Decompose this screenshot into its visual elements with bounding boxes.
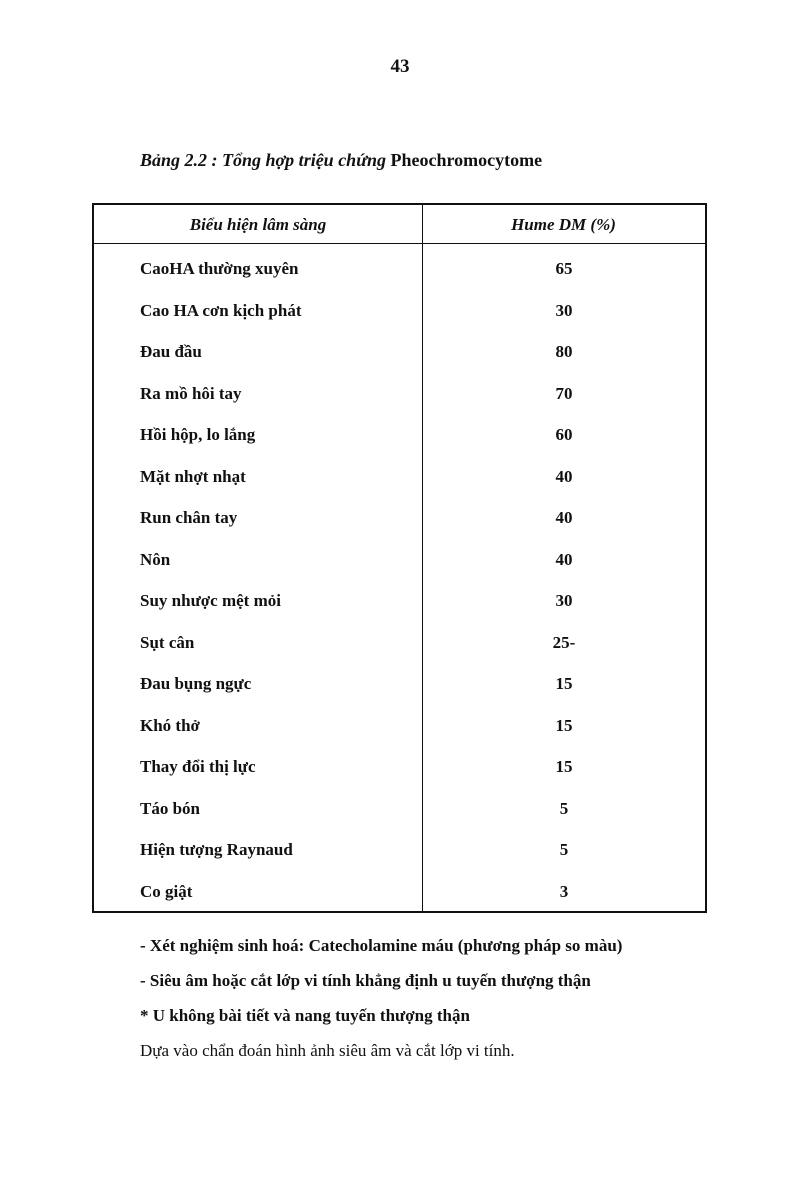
value-cell: 40 [555,508,573,527]
symptom-cell: Ra mồ hôi tay [140,383,242,403]
caption-subject: Pheochromocytome [386,150,543,170]
value-cell: 25- [552,632,576,652]
symptom-cell: Đau bụng ngực [140,674,252,693]
table-row [94,830,705,872]
table-row [94,415,705,457]
symptom-cell: Thay đổi thị lực [140,757,256,776]
value-cell: 40 [555,466,573,486]
value-cell: 40 [555,549,573,569]
symptom-cell: Táo bón [140,798,200,818]
value-cell: 70 [555,383,573,403]
table-row [94,623,705,665]
symptom-cell: Co giật [140,881,193,901]
note-heading: * U không bài tiết và nang tuyến thượng thận [140,1006,470,1025]
note-line: - Siêu âm hoặc cắt lớp vi tính khẳng định u tuyến thượng thận [140,971,591,990]
table-header [94,205,705,244]
symptom-cell: Run chân tay [140,508,238,527]
table-caption [140,150,720,171]
symptom-cell: Nôn [140,549,171,569]
table-row [94,789,705,831]
notes-section [140,928,740,1068]
value-cell: 65 [555,259,573,278]
symptom-cell: Hiện tượng Raynaud [140,840,293,859]
value-cell: 15 [555,674,573,693]
symptom-cell: Hồi hộp, lo lắng [140,425,256,444]
table-row [94,872,705,914]
symptom-table [92,203,707,913]
table-row [94,664,705,706]
page-number: 43 [390,56,410,77]
note-line: Dựa vào chẩn đoán hình ảnh siêu âm và cắt lớp vi tính. [140,1041,515,1060]
table-row [94,374,705,416]
symptom-cell: Đau đầu [140,342,202,361]
value-cell: 80 [555,342,573,361]
note-line: - Xét nghiệm sinh hoá: Catecholamine máu (phương pháp so màu) [140,936,623,955]
value-cell: 15 [555,757,573,776]
symptom-cell: Khó thở [140,715,200,735]
table-row [94,540,705,582]
table-row [94,498,705,540]
symptom-cell: Suy nhược mệt mỏi [140,591,281,610]
value-cell: 5 [559,840,569,859]
value-cell: 60 [555,425,573,444]
symptom-cell: CaoHA thường xuyên [140,259,299,278]
table-row [94,706,705,748]
header-value: Hume DM (%) [511,215,616,234]
value-cell: 30 [555,591,573,610]
header-symptom: Biểu hiện lâm sàng [189,215,327,234]
value-cell: 30 [555,300,573,320]
table-row [94,581,705,623]
table-row [94,332,705,374]
table-body [94,249,705,913]
value-cell: 15 [555,715,573,735]
symptom-cell: Mặt nhợt nhạt [140,466,246,486]
caption-label: Bảng 2.2 : Tổng hợp triệu chứng [140,150,386,170]
value-cell: 3 [559,881,569,901]
table-row [94,291,705,333]
table-row [94,457,705,499]
value-cell: 5 [559,798,569,818]
symptom-cell: Cao HA cơn kịch phát [140,300,302,320]
symptom-cell: Sụt cân [140,632,195,652]
table-row [94,249,705,291]
table-row [94,747,705,789]
